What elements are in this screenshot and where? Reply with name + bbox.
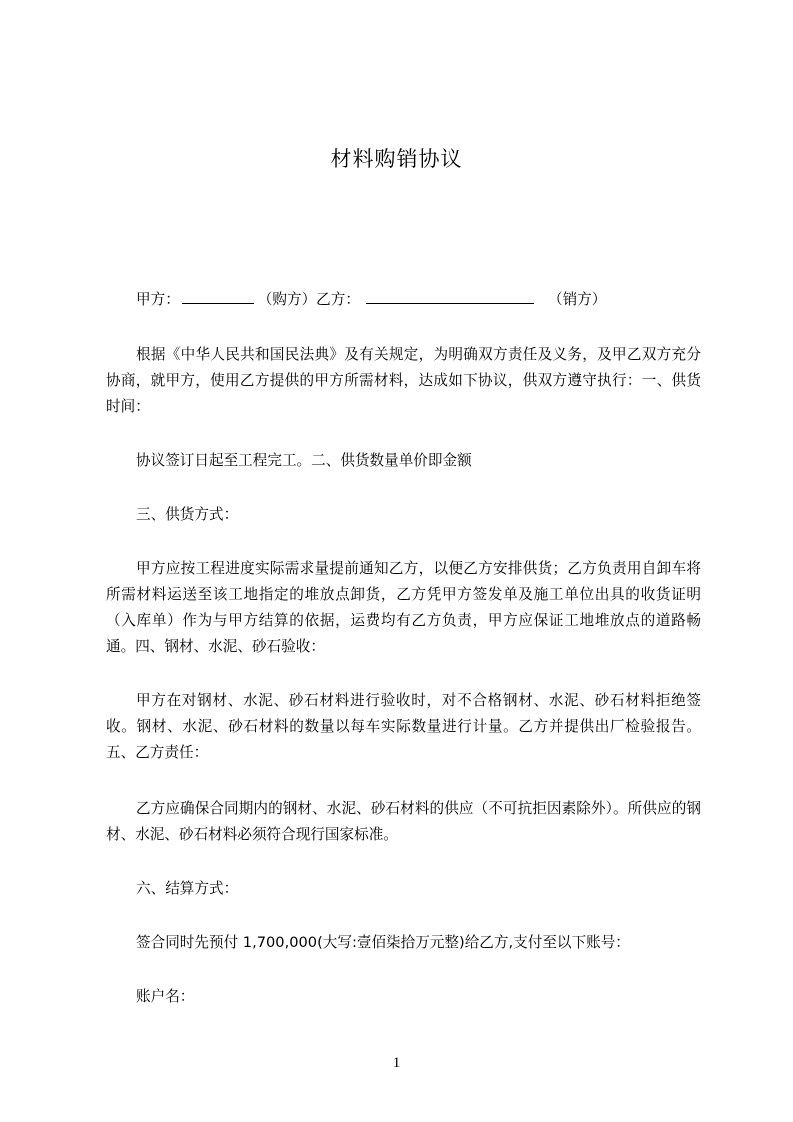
seller-tag: （销方） — [547, 291, 607, 308]
account-name-label: 账户名： — [136, 988, 195, 1005]
paragraph-payment: 签合同时先预付 1,700,000(大写:壹佰柒拾万元整)给乙方,支付至以下账号： — [136, 934, 630, 951]
party-a-label: 甲方： — [136, 291, 180, 308]
heading-supply-method: 三、供货方式： — [136, 506, 239, 523]
paragraph-acceptance: 甲方在对钢材、水泥、砂石材料进行验收时，对不合格钢材、水泥、砂石材料拒绝签收。钢材、水泥、砂石材料的数量以每车实际数量进行计量。乙方并提供出厂检验报告。五、乙方责任： — [106, 692, 701, 761]
paragraph-intro: 根据《中华人民共和国民法典》及有关规定，为明确双方责任及义务，及甲乙双方充分协商，就甲方，使用乙方提供的甲方所需材料，达成如下协议，供双方遵守执行：一、供货时间： — [106, 346, 701, 415]
paragraph-supply-method: 甲方应按工程进度实际需求量提前通知乙方，以便乙方安排供货；乙方负责用自卸车将所需材料运送至该工地指定的堆放点卸货，乙方凭甲方签发单及施工单位出具的收货证明（入库单）作为与甲方结算的依据，运费均有乙方负责，甲方应保证工地堆放点的道路畅通。四、钢材、水泥、砂石验收： — [106, 560, 701, 655]
parties-line — [136, 287, 716, 313]
paragraph-responsibility: 乙方应确保合同期内的钢材、水泥、砂石材料的供应（不可抗拒因素除外）。所供应的钢材、水泥、砂石材料必须符合现行国家标准。 — [106, 800, 701, 843]
party-a-blank[interactable] — [182, 288, 254, 304]
heading-settlement: 六、结算方式： — [136, 880, 239, 897]
document-title: 材料购销协议 — [330, 147, 463, 171]
paragraph-supply-time: 协议签订日起至工程完工。二、供货数量单价即金额 — [136, 452, 472, 469]
party-b-blank[interactable] — [366, 288, 534, 304]
buyer-tag: （购方）乙方： — [257, 291, 360, 308]
page-number: 1 — [392, 1055, 401, 1071]
